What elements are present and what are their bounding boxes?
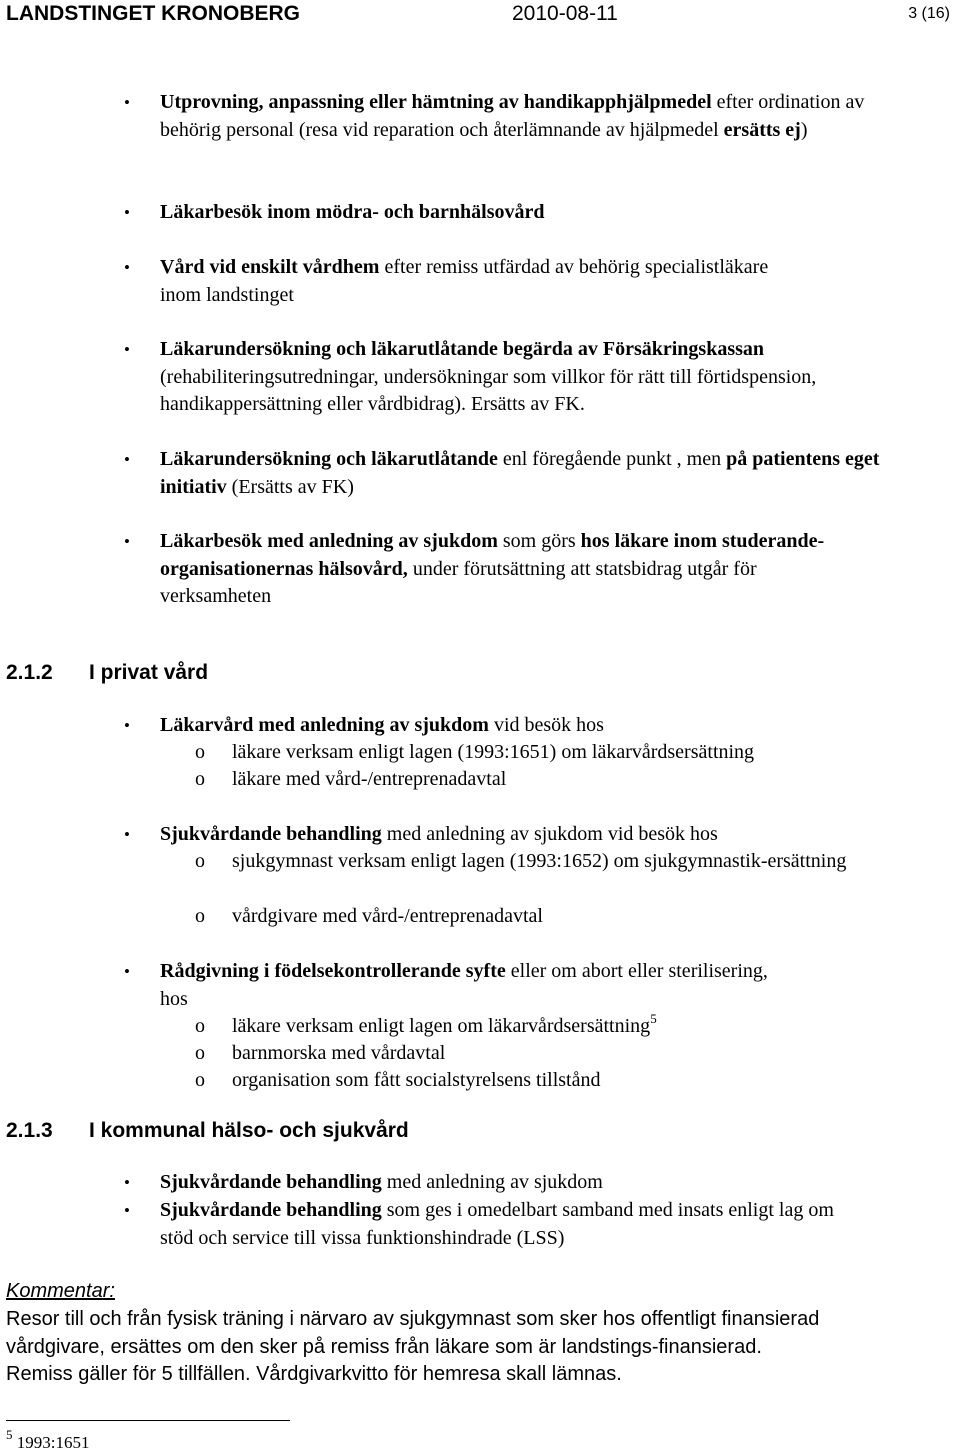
footnote-number: 5	[6, 1427, 13, 1442]
sub-list-item: läkare med vård-/entreprenadavtal	[232, 768, 507, 790]
header-organization: LANDSTINGET KRONOBERG	[6, 2, 300, 25]
page-header	[0, 0, 960, 30]
sub-bullet-icon: o	[195, 905, 205, 927]
sub-bullet-icon: o	[195, 1015, 205, 1037]
bullet-icon: •	[124, 716, 130, 735]
sub-list-item: vårdgivare med vård-/entreprenadavtal	[232, 905, 543, 927]
comment-text: Resor till och från fysisk träning i närvaro av sjukgymnast som sker hos offentligt finansierad vårdgivare, ersättes om den sker på remiss från läkare som är landstings-finansierad. Remiss gäller för 5 tillfällen. Vårdgivarkvitto för hemresa skall lämnas.	[6, 1308, 820, 1385]
section-title: I privat vård	[89, 661, 209, 684]
sub-bullet-icon: o	[195, 768, 205, 790]
list-item: Läkarbesök inom mödra- och barnhälsovård	[160, 201, 545, 223]
sub-list-item: barnmorska med vårdavtal	[232, 1042, 446, 1064]
sub-bullet-icon: o	[195, 1069, 205, 1091]
list-item: Sjukvårdande behandling med anledning av sjukdom	[160, 1171, 603, 1193]
sub-list-item: sjukgymnast verksam enligt lagen (1993:1652) om sjukgymnastik-ersättning	[232, 850, 847, 872]
sub-bullet-icon: o	[195, 1042, 205, 1064]
list-item: Rådgivning i födelsekontrollerande syfte eller om abort eller sterilisering, hos	[160, 960, 768, 1010]
bullet-icon: •	[124, 1173, 130, 1192]
list-item: Läkarundersökning och läkarutlåtande enl föregående punkt , men på patientens eget initiativ (Ersätts av FK)	[160, 448, 880, 498]
header-page-number: 3 (16)	[908, 5, 950, 22]
section-number: 2.1.3	[6, 1119, 53, 1142]
section-title: I kommunal hälso- och sjukvård	[89, 1119, 409, 1142]
sub-list-item: läkare verksam enligt lagen om läkarvårdsersättning$^5$	[232, 1011, 657, 1037]
list-item: Läkarundersökning och läkarutlåtande begärda av Försäkringskassan (rehabiliteringsutredningar, undersökningar som villkor för rätt till förtidspension, handikappersättning eller vårdbidrag). Ersätts av FK.	[160, 338, 817, 415]
bullet-icon: •	[124, 962, 130, 981]
section-number: 2.1.2	[6, 661, 53, 684]
comment-label: Kommentar:	[6, 1280, 115, 1302]
list-item: Sjukvårdande behandling som ges i omedelbart samband med insats enligt lag om stöd och service till vissa funktionshindrade (LSS)	[160, 1199, 834, 1249]
sub-list-item: läkare verksam enligt lagen (1993:1651) om läkarvårdsersättning	[232, 741, 755, 763]
bullet-icon: •	[124, 93, 130, 112]
bullet-icon: •	[124, 1201, 130, 1220]
bullet-icon: •	[124, 532, 130, 551]
bullet-icon: •	[124, 258, 130, 277]
footnote-reference[interactable]: 5	[650, 1011, 657, 1026]
bullet-icon: •	[124, 340, 130, 359]
sub-bullet-icon: o	[195, 741, 205, 763]
list-item: Läkarbesök med anledning av sjukdom som görs hos läkare inom studerande- organisationernas hälsovård, under förutsättning att statsbidrag utgår för verksamheten	[160, 530, 825, 607]
footnote-text: 1993:1651	[12, 1433, 90, 1452]
sub-bullet-icon: o	[195, 850, 205, 872]
list-item: Utprovning, anpassning eller hämtning av handikapphjälpmedel efter ordination av behörig personal (resa vid reparation och återlämnande av hjälpmedel ersätts ej)	[160, 91, 865, 141]
footnote	[6, 1427, 90, 1453]
sub-list-item: organisation som fått socialstyrelsens tillstånd	[232, 1069, 601, 1091]
footnote-divider	[6, 1420, 290, 1421]
list-item: Sjukvårdande behandling med anledning av sjukdom vid besök hos	[160, 823, 718, 845]
bullet-icon: •	[124, 450, 130, 469]
bullet-icon: •	[124, 825, 130, 844]
list-item: Läkarvård med anledning av sjukdom vid besök hos	[160, 714, 604, 736]
list-item: Vård vid enskilt vårdhem efter remiss utfärdad av behörig specialistläkare inom landstinget	[160, 256, 769, 306]
bullet-icon: •	[124, 203, 130, 222]
header-date: 2010-08-11	[512, 2, 618, 25]
